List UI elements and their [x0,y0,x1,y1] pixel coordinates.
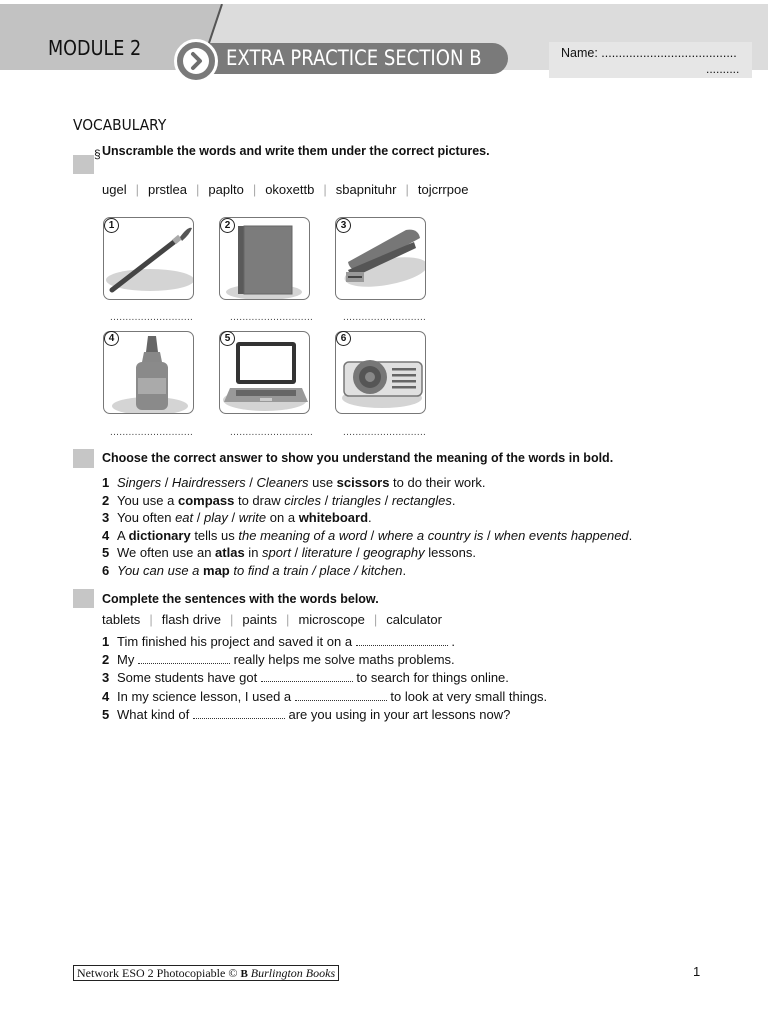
item-number: 5 [102,545,110,561]
item-number: 3 [102,670,110,686]
sentence-text: A [117,527,129,543]
sentence-item [102,652,547,670]
word-separator: | [229,612,234,627]
paintbrush-icon [104,218,194,300]
sentence-text: Tim finished his project and saved it on a [117,634,356,649]
sentence-text: In my science lesson, I used a [117,688,295,704]
answer-option[interactable]: circles [284,492,322,508]
word-item: okoxettb [265,182,315,197]
exercise-book-icon [220,218,310,300]
sentence-text: / [483,527,495,543]
picture-number: 1 [104,218,119,233]
bold-keyword: map [203,562,230,578]
sentence-text: We often use an [117,545,216,561]
glue-bottle-icon [104,332,194,414]
word-item: microscope [298,612,365,627]
sentence-text: . [402,562,407,578]
picture-number: 3 [336,218,351,233]
sentence-text: really helps me solve maths problems. [229,652,455,668]
sentence-text: / [290,545,302,561]
name-field-continuation: .......... [706,62,740,76]
sentence-text: use [308,475,337,490]
answer-blank[interactable] [138,652,230,664]
answer-line[interactable]: ........................... [230,312,314,323]
page-number: 1 [693,964,701,979]
bold-keyword: atlas [215,545,245,561]
sentence-item [102,707,547,725]
exercise-number-box [73,589,94,608]
sentence-text: on a [266,510,299,526]
exercise3-instruction: Complete the sentences with the words below. [102,592,379,606]
sentence-text: / [321,492,332,508]
answer-option[interactable]: play [204,510,228,526]
word-item: tojcrrpoe [417,182,469,197]
chevron-right-icon [174,39,218,83]
sentence-text: / [245,475,257,490]
word-item: flash drive [161,612,221,627]
word-separator: | [135,182,139,197]
sentence-text: / [352,545,364,561]
sentence-text: . [628,527,633,543]
word-separator: | [286,612,290,627]
section-title: EXTRA PRACTICE SECTION B [226,46,482,70]
word-separator: | [196,182,200,197]
sentence-text: . [451,492,456,508]
bold-keyword: compass [177,492,235,508]
publisher-name: Burlington Books [250,966,336,980]
item-number: 3 [102,510,110,526]
publisher-mark: B [240,968,248,980]
answer-blank[interactable] [193,707,285,719]
question-item [102,475,632,493]
question-item [102,510,632,528]
answer-blank[interactable] [356,634,448,646]
sentence-text: tells us [190,527,239,543]
word-item: tablets [102,612,141,627]
sentence-text: What kind of [117,706,193,722]
answer-option[interactable]: triangles [331,492,382,508]
answer-option[interactable]: Cleaners [256,475,309,490]
exercise2-list [102,475,632,581]
answer-line[interactable]: ........................... [110,312,194,323]
answer-option[interactable]: the meaning of a word [238,527,368,543]
item-number: 2 [102,652,110,668]
answer-blank[interactable] [295,689,387,701]
answer-option[interactable]: literature [301,545,353,561]
word-separator: | [149,612,153,627]
picture-number: 4 [104,331,119,346]
answer-option[interactable]: geography [363,545,425,561]
question-item [102,528,632,546]
word-item: paints [242,612,278,627]
vocabulary-heading: VOCABULARY [73,116,167,134]
exercise3-list [102,634,547,725]
sentence-text: . [447,634,455,649]
question-item [102,493,632,511]
item-number: 5 [102,706,110,722]
answer-option[interactable]: write [238,510,267,526]
word-separator: | [405,182,409,197]
word-separator: | [252,182,257,197]
sentence-text: . [368,510,372,526]
sentence-text: You often [117,510,176,526]
picture-number: 6 [336,331,351,346]
word-separator: | [323,182,327,197]
projector-icon [336,332,426,414]
item-number: 4 [102,527,110,543]
word-item: sbapnituhr [335,182,397,197]
word-item: calculator [386,612,442,627]
word-item: paplto [208,182,244,197]
sentence-item [102,689,547,707]
answer-option[interactable]: eat [175,510,194,526]
sentence-item [102,634,547,652]
answer-option[interactable]: Singers [117,475,162,490]
answer-option[interactable]: sport [262,545,291,561]
answer-line[interactable]: ........................... [343,427,427,438]
answer-blank[interactable] [261,670,353,682]
answer-option[interactable]: where a country is [377,527,484,543]
sentence-text: are you using in your art lessons now? [284,706,511,722]
sentence-text: to search for things online. [352,670,509,686]
laptop-icon [220,332,310,414]
sentence-text: / [227,510,239,526]
section-marker: § [94,147,101,161]
sentence-text: / [367,527,378,543]
exercise2-instruction: Choose the correct answer to show you understand the meaning of the words in bold. [102,451,614,465]
sentence-text: to draw [234,492,285,508]
sentence-item [102,670,547,688]
module-label: MODULE 2 [48,36,142,60]
answer-option[interactable]: rectangles [391,492,452,508]
sentence-text: in [244,545,263,561]
word-item: prstlea [147,182,187,197]
sentence-text: to do their work. [389,475,486,490]
stapler-icon [336,218,426,300]
bold-keyword: whiteboard [298,510,369,526]
item-number: 6 [102,562,110,578]
name-field[interactable]: Name: ....................................... [561,46,737,60]
answer-option[interactable]: You can use a [117,562,204,578]
picture-number: 2 [220,218,235,233]
footer-copyright [73,965,339,981]
sentence-text: / [193,510,204,526]
sentence-text: Some students have got [117,670,261,686]
answer-option[interactable]: Hairdressers [171,475,246,490]
sentence-text: My [117,652,138,668]
answer-option[interactable]: to find a train / place / kitchen [229,562,403,578]
exercise-number-box [73,449,94,468]
sentence-text: lessons. [424,545,476,561]
word-item: ugel [102,182,127,197]
sentence-text: You use a [117,492,178,508]
answer-line[interactable]: ........................... [230,427,314,438]
answer-line[interactable]: ........................... [110,427,194,438]
copyright-text: Network ESO 2 Photocopiable © [77,966,241,980]
question-item [102,563,632,581]
bold-keyword: dictionary [128,527,191,543]
item-number: 1 [102,634,110,649]
scrambled-word-list [102,182,468,197]
exercise-number-box [73,155,94,174]
answer-option[interactable]: when events happened [494,527,629,543]
sentence-text: / [161,475,172,490]
sentence-text: to look at very small things. [386,688,548,704]
sentence-text: / [381,492,392,508]
exercise1-instruction: Unscramble the words and write them under the correct pictures. [102,144,490,158]
item-number: 1 [102,475,110,490]
word-bank [102,612,442,627]
answer-line[interactable]: ........................... [343,312,427,323]
item-number: 4 [102,688,110,704]
word-separator: | [373,612,378,627]
picture-number: 5 [220,331,235,346]
bold-keyword: scissors [336,475,390,490]
question-item [102,545,632,563]
item-number: 2 [102,492,110,508]
